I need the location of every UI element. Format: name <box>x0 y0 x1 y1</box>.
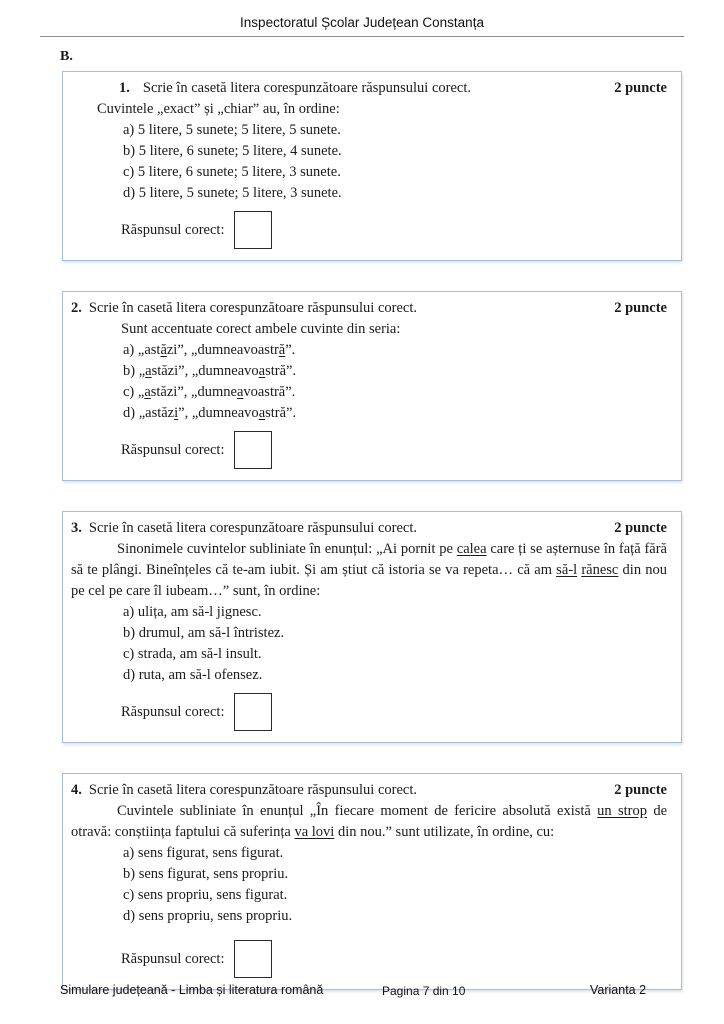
question-2-option-d: d) „astăzi”, „dumneavoastră”. <box>123 405 297 421</box>
section-label: B. <box>60 49 73 64</box>
question-4-prompt: Scrie în casetă litera corespunzătoare răspunsului corect. <box>88 782 417 798</box>
question-4-points: 2 puncte <box>614 782 667 798</box>
question-box-2 <box>62 291 682 481</box>
question-1-option-d: d) 5 litere, 5 sunete; 5 litere, 3 sunete. <box>123 185 342 201</box>
question-3-answer-row <box>121 692 667 732</box>
question-3-answer-input-box[interactable] <box>234 693 272 731</box>
footer-page-number: Pagina 7 din 10 <box>382 984 466 998</box>
question-2-prompt: Scrie în casetă litera corespunzătoare răspunsului corect. <box>88 300 417 316</box>
question-4-answer-row <box>121 939 667 979</box>
question-2-answer-row <box>121 430 667 470</box>
question-1-statement: Cuvintele „exact” și „chiar” au, în ordine: <box>97 101 340 117</box>
question-1-options <box>123 120 667 204</box>
footer-variant: Varianta 2 <box>590 983 647 997</box>
question-3-option-d: d) ruta, am să-l ofensez. <box>123 667 263 683</box>
question-box-4 <box>62 773 682 990</box>
question-1-option-a: a) 5 litere, 5 sunete; 5 litere, 5 sunete. <box>123 122 341 138</box>
header-divider <box>40 36 684 37</box>
question-box-3 <box>62 511 682 743</box>
question-3-option-b: b) drumul, am să-l întristez. <box>123 625 285 641</box>
question-4-option-b: b) sens figurat, sens propriu. <box>123 866 289 882</box>
questions-container <box>62 71 682 990</box>
question-1-prompt: Scrie în casetă litera corespunzătoare răspunsului corect. <box>142 80 471 96</box>
question-3-options <box>123 602 667 686</box>
question-3-header <box>71 518 667 539</box>
question-3-number: 3. <box>71 520 82 536</box>
question-4-statement: Cuvintele subliniate în enunțul „În fiecare moment de fericire absolută există un strop de otravă: conștiința faptului că suferința va lovi din nou.” sunt utilizate, în ordine, cu: <box>71 803 668 840</box>
question-3-prompt: Scrie în casetă litera corespunzătoare răspunsului corect. <box>88 520 417 536</box>
question-2-option-b: b) „astăzi”, „dumneavoastră”. <box>123 363 297 379</box>
question-3-option-c: c) strada, am să-l insult. <box>123 646 262 662</box>
question-2-points: 2 puncte <box>614 300 667 316</box>
question-3-statement: Sinonimele cuvintelor subliniate în enunțul: „Ai pornit pe calea care ți se așternuse în față fără să te plângi. Bineînțeles că te-am iubit. Și am știut că istoria se va repeta… că am să-l rănesc din nou pe cel pe care îl iubeam…” sunt, în ordine: <box>71 541 668 599</box>
page-header <box>0 0 724 30</box>
question-1-option-c: c) 5 litere, 6 sunete; 5 litere, 3 sunete. <box>123 164 341 180</box>
question-2-answer-label: Răspunsul corect: <box>121 441 225 458</box>
question-4-header <box>71 780 667 801</box>
page-title: Inspectoratul Școlar Județean Constanța <box>240 15 484 30</box>
question-2-statement: Sunt accentuate corect ambele cuvinte din seria: <box>121 321 401 337</box>
question-4-option-c: c) sens propriu, sens figurat. <box>123 887 288 903</box>
question-3-option-a: a) ulița, am să-l jignesc. <box>123 604 262 620</box>
question-1-number: 1. <box>119 80 130 96</box>
question-2-options <box>123 340 667 424</box>
question-1-header <box>71 78 667 99</box>
question-3-points: 2 puncte <box>614 520 667 536</box>
question-box-1 <box>62 71 682 261</box>
question-1-option-b: b) 5 litere, 6 sunete; 5 litere, 4 sunete. <box>123 143 342 159</box>
question-4-option-d: d) sens propriu, sens propriu. <box>123 908 293 924</box>
question-2-answer-input-box[interactable] <box>234 431 272 469</box>
question-3-answer-label: Răspunsul corect: <box>121 703 225 720</box>
question-1-points: 2 puncte <box>614 80 667 96</box>
question-2-header <box>71 298 667 319</box>
question-2-option-c: c) „astăzi”, „dumneavoastră”. <box>123 384 296 400</box>
question-4-answer-label: Răspunsul corect: <box>121 950 225 967</box>
question-4-answer-input-box[interactable] <box>234 940 272 978</box>
question-4-number: 4. <box>71 782 82 798</box>
question-4-options <box>123 843 667 927</box>
footer-exam-name: Simulare județeană - Limba și literatura română <box>60 983 324 997</box>
question-1-answer-label: Răspunsul corect: <box>121 221 225 238</box>
question-1-answer-input-box[interactable] <box>234 211 272 249</box>
question-2-number: 2. <box>71 300 82 316</box>
question-2-option-a: a) „astăzi”, „dumneavoastră”. <box>123 342 296 358</box>
question-1-answer-row <box>121 210 667 250</box>
question-4-option-a: a) sens figurat, sens figurat. <box>123 845 284 861</box>
